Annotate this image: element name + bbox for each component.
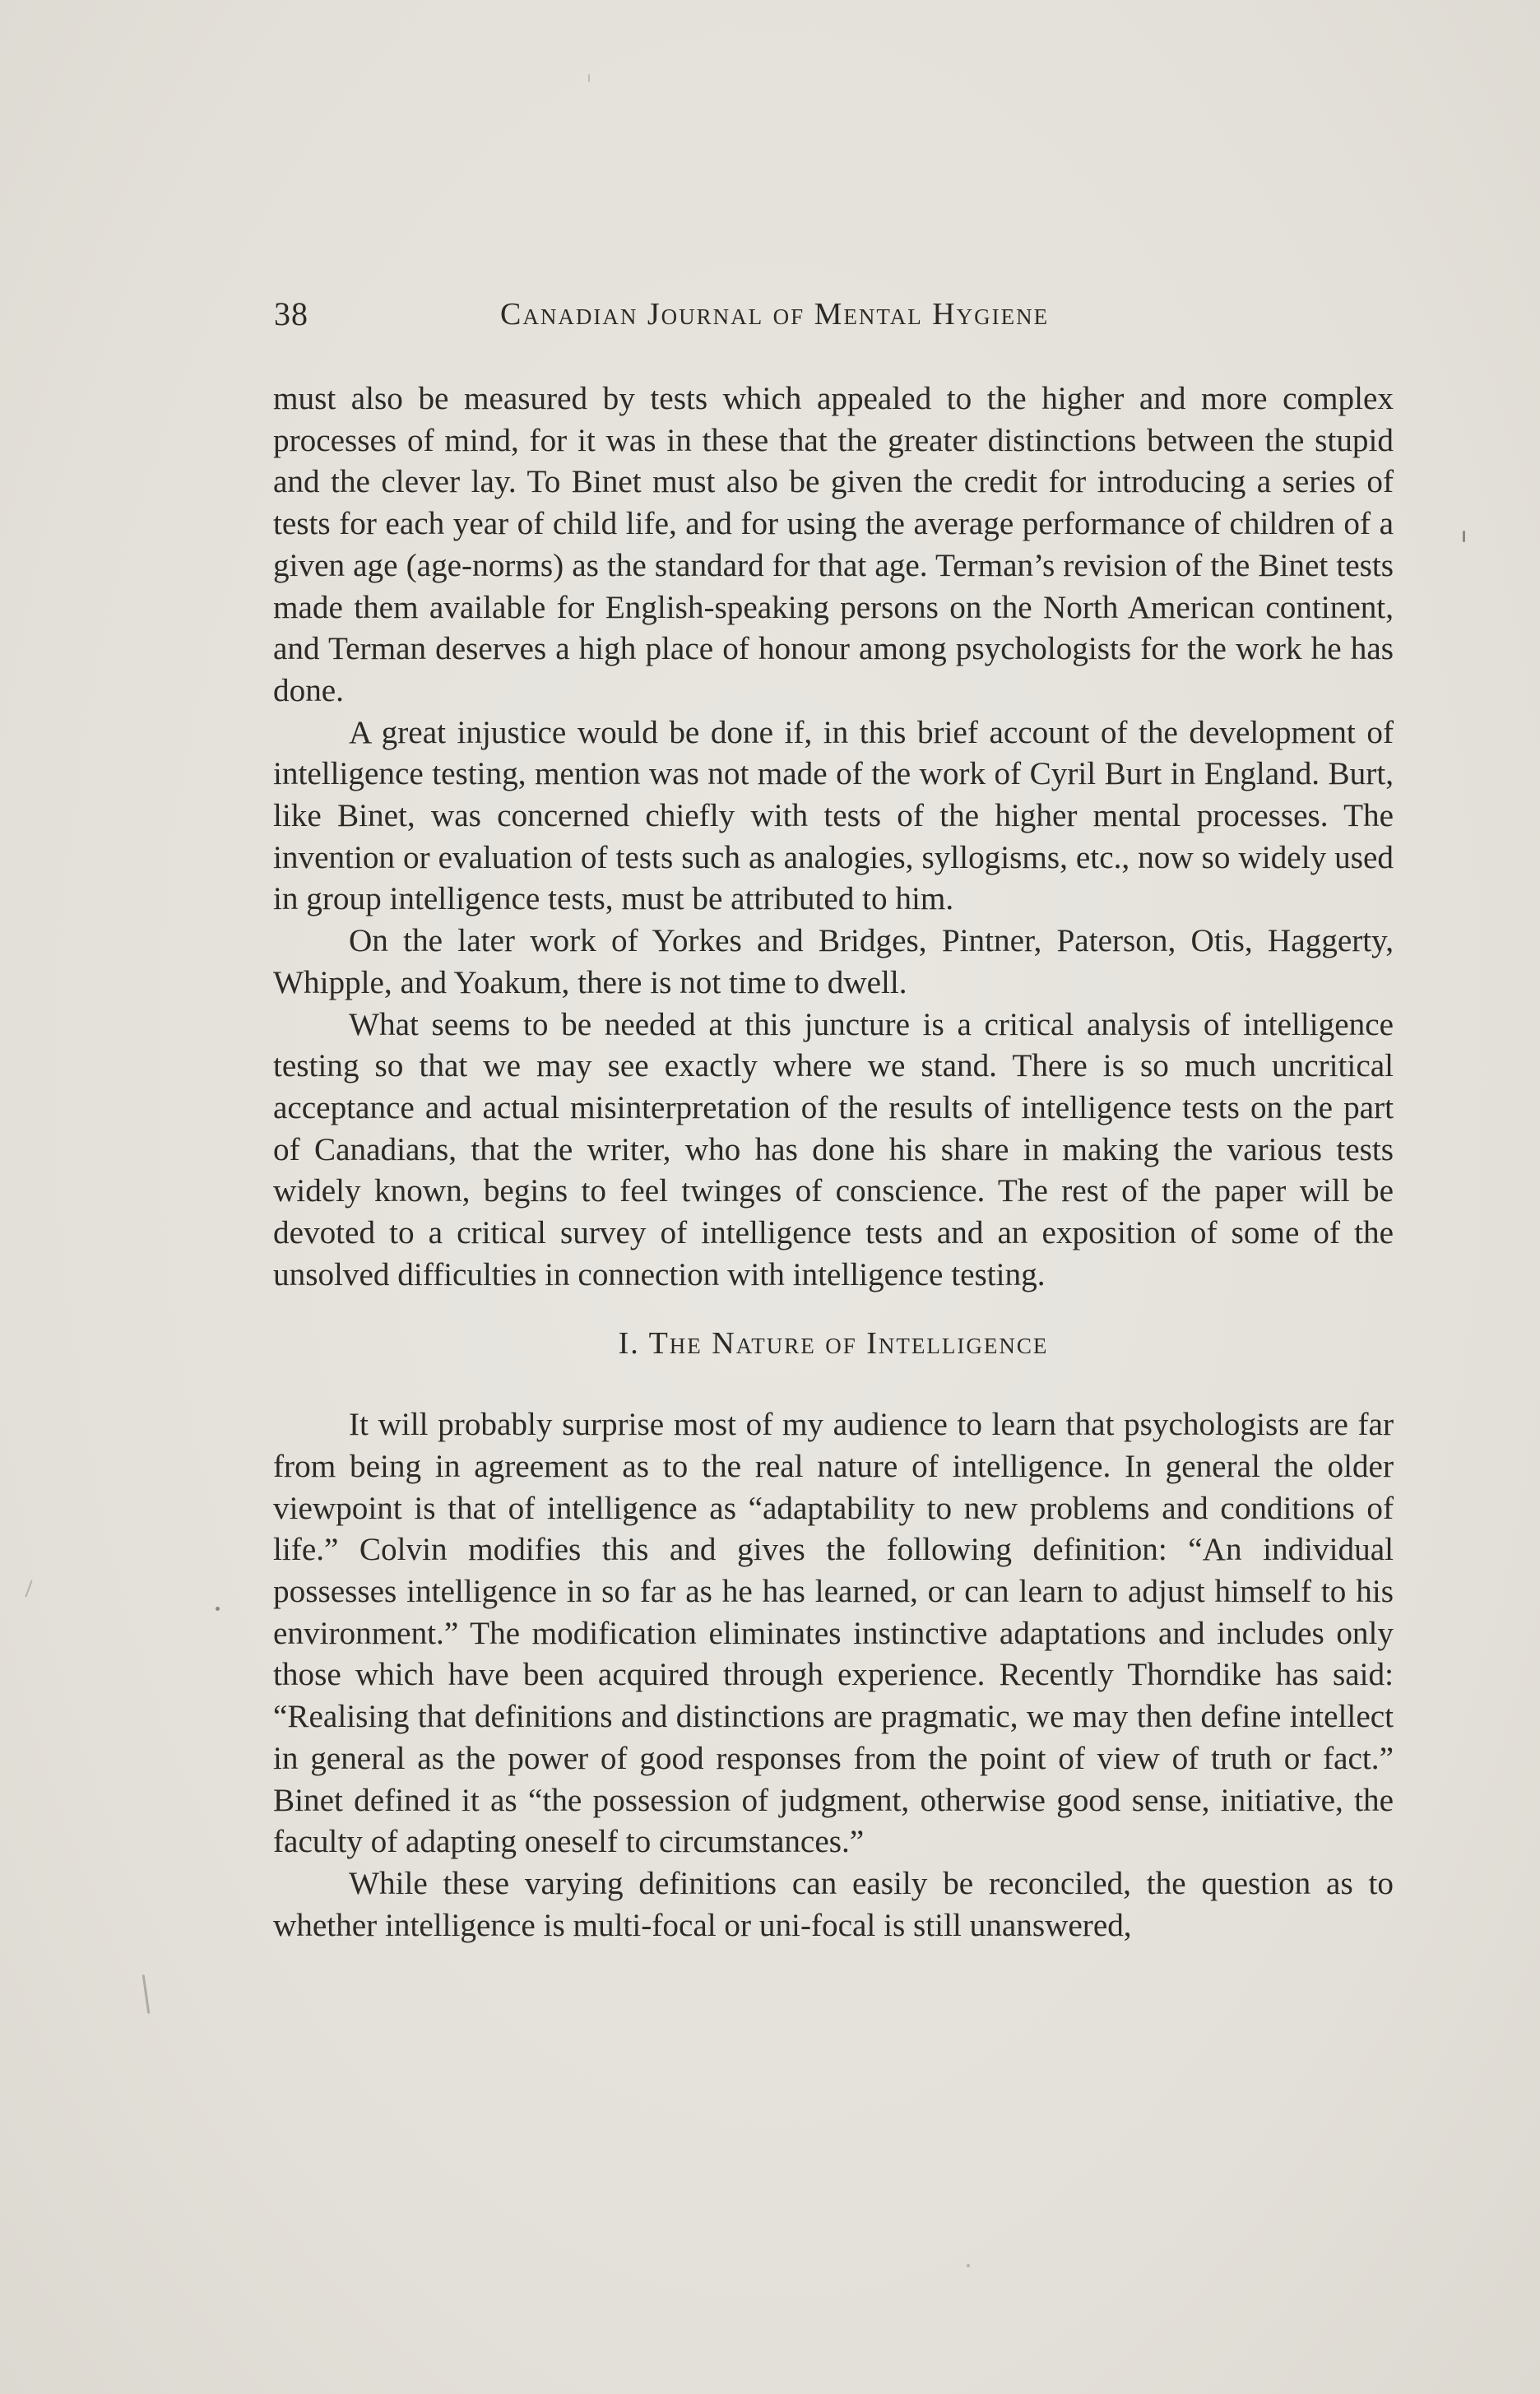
paragraph: must also be measured by tests which appealed to the higher and more complex processes of mind, for it was in these that the greater distinctions between the stupid and the clever lay. To Binet must also be given the credit for introducing a series of tests for each year of child life, and for using the average performance of children of a given age (age-norms) as the standard for that age. Terman’s revision of the Binet tests made them available for English-speaking persons on the North American continent, and Terman deserves a high place of honour among psychologists for the work he has done. xyxy=(273,381,1394,708)
section-heading: I. The Nature of Intelligence xyxy=(618,1326,1049,1362)
paper-speck xyxy=(25,1580,32,1597)
journal-title: Canadian Journal of Mental Hygiene xyxy=(500,297,1050,332)
page-number: 38 xyxy=(274,295,308,332)
paragraph: What seems to be needed at this juncture is a critical analysis of intelligence testing so that we may see exactly where we stand. There is so much uncritical acceptance and actual misinterpretation of the results of intelligence tests on the part of Canadians, that the writer, who has done his share in making the various tests widely known, begins to feel twinges of conscience. The rest of the paper will be devoted to a critical survey of intelligence tests and an exposition of some of the unsolved difficulties in connection with intelligence testing. xyxy=(273,1006,1394,1292)
paper-speck xyxy=(967,2264,970,2267)
paragraph: On the later work of Yorkes and Bridges, Pintner, Paterson, Otis, Haggerty, Whipple, and Yoakum, there is not time to dwell. xyxy=(273,923,1394,1000)
body-text xyxy=(273,378,1394,1946)
paragraph: While these varying definitions can easily be reconciled, the question as to whether intelligence is multi-focal or uni-focal is still unanswered, xyxy=(273,1865,1394,1943)
paper-speck xyxy=(1463,531,1465,542)
running-head xyxy=(274,295,1393,336)
paper-speck xyxy=(216,1607,220,1611)
paper-speck xyxy=(588,74,590,82)
paragraph: A great injustice would be done if, in this brief account of the development of intelligence testing, mention was not made of the work of Cyril Burt in England. Burt, like Binet, was concerned chiefly with tests of the higher mental processes. The invention or evaluation of tests such as analogies, syllogisms, etc., now so widely used in group intelligence tests, must be attributed to him. xyxy=(273,714,1394,917)
paragraph: It will probably surprise most of my audience to learn that psychologists are far from being in agreement as to the real nature of intelligence. In general the older viewpoint is that of intelligence as “adaptability to new problems and conditions of life.” Colvin modifies this and gives the following definition: “An individual possesses intelligence in so far as he has learned, or can learn to adjust himself to his environment.” The modification eliminates instinctive adaptations and includes only those which have been acquired through experience. Recently Thorndike has said: “Realising that definitions and distinctions are pragmatic, we may then define intellect in general as the power of good responses from the point of view of truth or fact.” Binet defined it as “the possession of judgment, otherwise good sense, initiative, the faculty of adapting oneself to circumstances.” xyxy=(273,1407,1394,1860)
paper-speck xyxy=(142,1974,151,2014)
